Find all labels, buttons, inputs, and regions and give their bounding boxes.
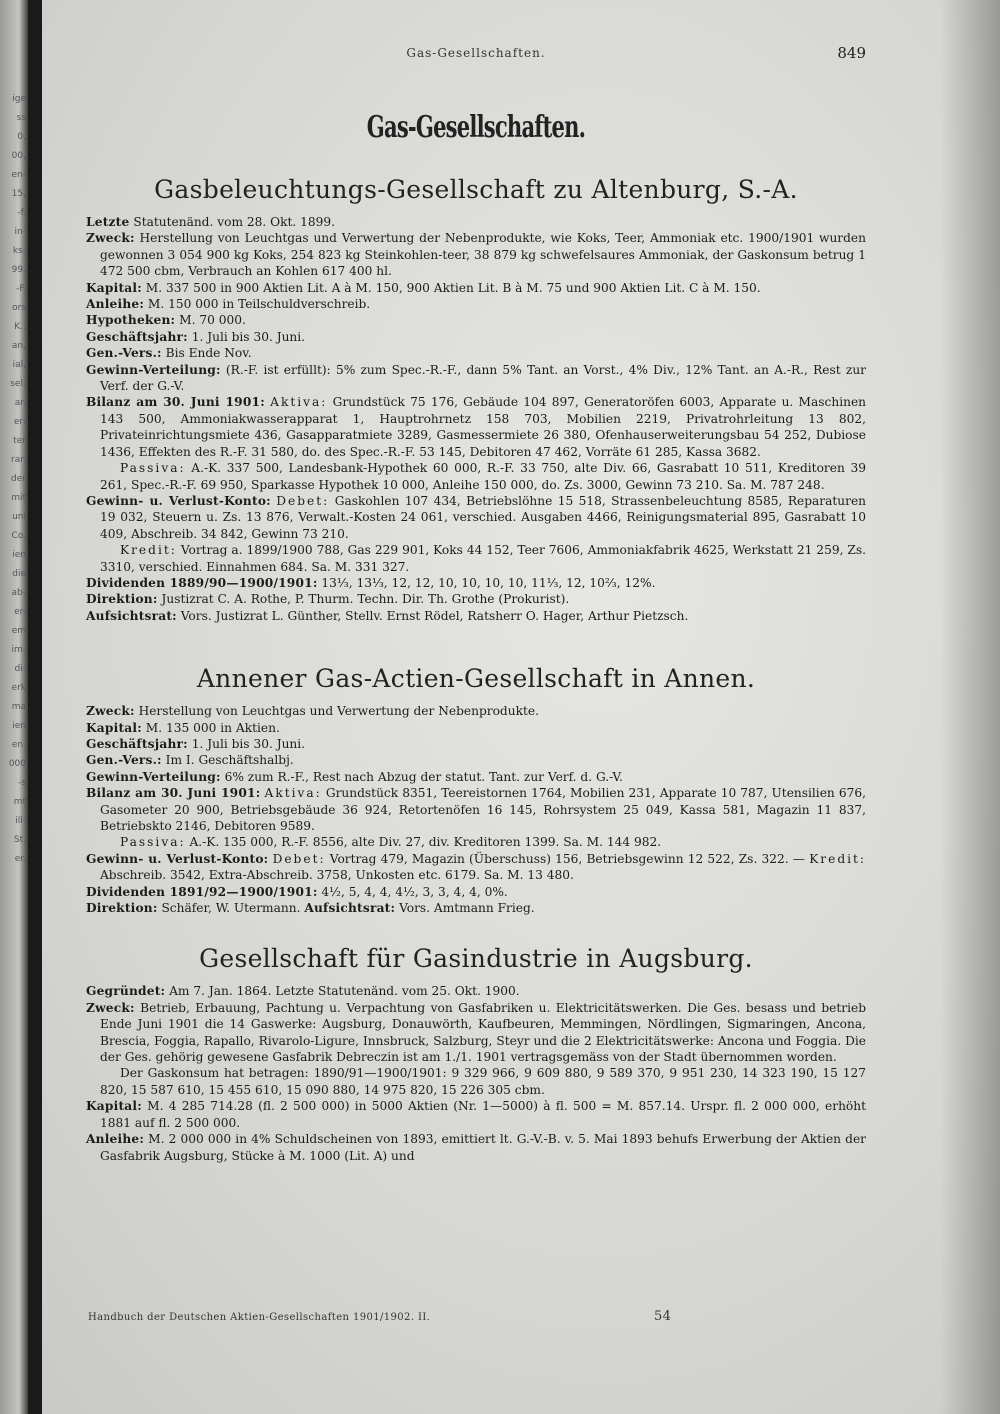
entry-paragraph: [86, 329, 866, 345]
entry-text: Im I. Geschäftshalbj.: [165, 753, 294, 768]
entry-text: Herstellung von Leuchtgas und Verwertung der Nebenprodukte, wie Koks, Teer, Ammoniak etc. 1900/1901 wurden gewonnen 3 054 900 kg Koks, 254 823 kg Steinkohlen-teer, 38 879 kg schwefelsaures Ammoniak, der Gaskonsum betrug 1 472 500 cbm, Verbrauch an Kohlen 617 400 hl.: [100, 231, 866, 279]
margin-fragment: -s: [18, 778, 26, 788]
entry-paragraph: [86, 542, 866, 575]
margin-fragment: die: [12, 569, 26, 579]
entry-paragraph: [86, 214, 866, 230]
footer-source: Handbuch der Deutschen Aktien-Gesellschaften 1901/1902. II.: [88, 1312, 431, 1323]
entry-label: Kapital:: [86, 1099, 142, 1114]
entry-text: 6% zum R.-F., Rest nach Abzug der statut. Tant. zur Verf. d. G.-V.: [224, 769, 623, 784]
entry-label: Kapital:: [86, 280, 142, 295]
margin-fragment: en.: [11, 740, 26, 750]
company-title: Gasbeleuchtungs-Gesellschaft zu Altenburg, S.-A.: [154, 175, 798, 204]
entry-paragraph: [86, 1131, 866, 1164]
margin-fragment: 15,: [11, 189, 26, 199]
entry-label: Aufsichtsrat:: [86, 608, 177, 623]
entry-label: Gegründet:: [86, 984, 166, 999]
margin-fragment: 99,: [11, 265, 26, 275]
entry-paragraph: [86, 591, 866, 607]
entry-label: Direktion:: [86, 901, 158, 916]
entry-paragraph: [86, 983, 866, 999]
entry-label: Dividenden 1889/90—1900/1901:: [86, 575, 318, 590]
entry-paragraph: [86, 1000, 866, 1066]
margin-fragment: ige: [12, 94, 26, 104]
entry-paragraph: [86, 703, 866, 719]
entry-paragraph: [86, 493, 866, 542]
entry-paragraph: [86, 345, 866, 361]
margin-fragment: K.:: [14, 322, 26, 332]
section-gap: [86, 624, 866, 664]
entry-paragraph: [86, 769, 866, 785]
section-gap: [86, 916, 866, 944]
entry-text: Bis Ende Nov.: [165, 346, 252, 361]
section-title: Gas-Gesellschaften.: [366, 110, 586, 145]
running-head: [86, 38, 866, 82]
entry-paragraph: [86, 608, 866, 624]
entry-text: Vors. Justizrat L. Günther, Stellv. Ernst Rödel, Ratsherr O. Hager, Arthur Pietzsch.: [180, 608, 689, 623]
company-title: Gesellschaft für Gasindustrie in Augsburg.: [199, 944, 753, 974]
entry-label: Letzte: [86, 215, 130, 229]
margin-fragment: ors: [12, 303, 26, 313]
book-spine: [28, 0, 42, 1414]
entry-text: A.-K. 337 500, Landesbank-Hypothek 60 000, R.-F. 33 750, alte Div. 66, Gasrabatt 10 511, Kreditoren 39 261, Spec.-R.-F. 69 950, Sparkasse Hypothek 10 000, Anleihe 150 000, do. Zs. 3000, Gewinn 73 210. Sa. M. 787 248.: [100, 461, 866, 492]
entry-paragraph: [86, 900, 866, 916]
margin-fragment: em: [11, 626, 26, 636]
entry-text: Vors. Amtmann Frieg.: [399, 901, 535, 916]
entry-text: M. 2 000 000 in 4% Schuldscheinen von 1893, emittiert lt. G.-V.-B. v. 5. Mai 1893 behufs Erwerbung der Aktien der Gasfabrik Augsburg, Stücke à M. 1000 (Lit. A) und: [100, 1132, 866, 1163]
entry-paragraph: [86, 312, 866, 328]
entry-paragraph: [86, 575, 866, 591]
entry-text: M. 4 285 714.28 (fl. 2 500 000) in 5000 Aktien (Nr. 1—5000) à fl. 500 = M. 857.14. Urspr. fl. 2 000 000, erhöht 1881 auf fl. 2 500 000.: [100, 1099, 866, 1130]
entry-label: Kapital:: [86, 720, 142, 735]
entry-text: Abschreib. 3542, Extra-Abschreib. 3758, Unkosten etc. 6179. Sa. M. 13 480.: [100, 868, 574, 883]
company-entry: [86, 175, 866, 624]
entry-label: Aufsichtsrat:: [304, 901, 396, 916]
entry-label: Bilanz am 30. Juni 1901:: [86, 395, 265, 410]
margin-fragment: der: [11, 474, 26, 484]
page-edge-shadow: [940, 0, 1000, 1414]
margin-fragment: -F.: [16, 284, 26, 294]
entry-text: (R.-F. ist erfüllt): 5% zum Spec.-R.-F., dann 5% Tant. an Vorst., 4% Div., 12% Tant. an A.-R., Rest zur Verf. der G.-V.: [100, 362, 866, 394]
entry-text: M. 337 500 in 900 Aktien Lit. A à M. 150, 900 Aktien Lit. B à M. 75 und 900 Aktien Lit. C à M. 150.: [145, 280, 761, 295]
entry-paragraph: [86, 1098, 866, 1131]
margin-fragment: mt: [13, 797, 26, 807]
spaced-label: Debet:: [276, 493, 330, 508]
entry-text: 4½, 5, 4, 4, 4½, 3, 3, 4, 4, 0%.: [321, 884, 508, 899]
spaced-label: Passiva:: [120, 461, 186, 476]
entry-text: Der Gaskonsum hat betragen: 1890/91—1900/1901: 9 329 966, 9 609 880, 9 589 370, 9 951 230, 14 323 190, 15 127 820, 15 587 610, 15 455 610, 15 090 880, 14 975 820, 15 226 305 cbm.: [100, 1066, 866, 1097]
entry-paragraph: [86, 752, 866, 768]
margin-fragment: ter: [13, 436, 26, 446]
entry-text: M. 135 000 in Aktien.: [145, 720, 280, 735]
entry-text: 13⅓, 13⅓, 12, 12, 10, 10, 10, 10, 11⅓, 12, 10⅔, 12%.: [321, 575, 656, 590]
spaced-label: Kredit:: [809, 851, 867, 866]
margin-fragment: 0,: [17, 132, 26, 142]
margin-fragment: im-: [11, 645, 26, 655]
margin-fragment: 00,: [11, 151, 26, 161]
entry-label: Direktion:: [86, 592, 158, 607]
entry-text: Vortrag a. 1899/1900 788, Gas 229 901, Koks 44 152, Teer 7606, Ammoniakfabrik 4625, Werkstatt 21 259, Zs. 3310, verschied. Einnahmen 684. Sa. M. 331 327.: [100, 543, 866, 574]
entry-paragraph: [86, 362, 866, 395]
entry-label: Geschäftsjahr:: [86, 329, 188, 344]
spaced-label: Aktiva:: [270, 395, 328, 410]
entry-text: Schäfer, W. Utermann.: [161, 901, 301, 916]
margin-fragment: uni: [12, 512, 26, 522]
entry-text: Justizrat C. A. Rothe, P. Thurm. Techn. Dir. Th. Grothe (Prokurist).: [161, 592, 570, 607]
entry-paragraph: [86, 296, 866, 312]
entry-label: Gewinn- u. Verlust-Konto:: [86, 493, 271, 508]
entry-label: Anleihe:: [86, 297, 145, 312]
entry-label: Gewinn-Verteilung:: [86, 362, 221, 377]
margin-fragment: en-: [11, 170, 26, 180]
entry-label: Anleihe:: [86, 1132, 145, 1147]
company-entry: [86, 624, 866, 916]
spaced-label: Kredit:: [120, 543, 177, 558]
margin-fragment: ien: [12, 550, 26, 560]
entry-text: 1. Juli bis 30. Juni.: [191, 736, 306, 751]
entry-text: M. 150 000 in Teilschuldverschreib.: [147, 297, 371, 312]
margin-fragment: mit: [11, 493, 26, 503]
company-entry: [86, 916, 866, 1163]
entry-paragraph: [86, 394, 866, 460]
margin-fragment: ar.: [14, 398, 26, 408]
margin-fragment: er.: [14, 854, 26, 864]
entry-paragraph: [86, 280, 866, 296]
margin-fragment: St.: [13, 835, 26, 845]
margin-fragment: an,: [11, 341, 26, 351]
margin-fragment: Co.: [11, 531, 26, 541]
entry-text: A.-K. 135 000, R.-F. 8556, alte Div. 27, div. Kreditoren 1399. Sa. M. 144 982.: [189, 835, 662, 850]
entry-paragraph: [86, 834, 866, 850]
entry-text: Grundstück 8351, Teereistornen 1764, Mobilien 231, Apparate 10 787, Utensilien 676, Gasometer 20 900, Betriebsgebäude 36 924, Retortenöfen 16 145, Rohrsystem 25 049, Kassa 581, Magazin 11 837, Betriebskto 2146, Debitoren 9589.: [100, 786, 866, 833]
margin-fragment: ial,: [12, 360, 26, 370]
margin-fragment: ien: [12, 721, 26, 731]
entry-paragraph: [86, 1065, 866, 1098]
entry-text: Am 7. Jan. 1864. Letzte Statutenänd. vom 25. Okt. 1900.: [169, 984, 520, 999]
entry-text: M. 70 000.: [179, 313, 246, 328]
margin-fragment: -f.: [17, 208, 26, 218]
entry-label: Geschäftsjahr:: [86, 736, 188, 751]
entry-paragraph: [86, 460, 866, 493]
entry-text: Herstellung von Leuchtgas und Verwertung der Nebenprodukte.: [138, 704, 539, 719]
margin-fragment: ma: [11, 702, 26, 712]
entry-paragraph: [86, 720, 866, 736]
entry-label: Bilanz am 30. Juni 1901:: [86, 786, 261, 801]
entry-paragraph: [86, 785, 866, 834]
margin-fragment: erk: [11, 683, 26, 693]
margin-fragment: rar.: [11, 455, 26, 465]
margin-fragment: sel:: [10, 379, 26, 389]
spaced-label: Passiva:: [120, 835, 186, 850]
page-number: 849: [837, 44, 866, 62]
company-list: [86, 175, 866, 1164]
spaced-label: Aktiva:: [264, 786, 322, 801]
previous-page-bleed: [0, 90, 26, 869]
entry-label: Hypotheken:: [86, 313, 176, 328]
margin-fragment: ss: [16, 113, 26, 123]
entry-text: Statutenänd. vom 28. Okt. 1899.: [133, 215, 336, 229]
margin-fragment: in-: [14, 227, 26, 237]
margin-fragment: 000: [8, 759, 26, 769]
entry-label: Zweck:: [86, 1000, 135, 1015]
margin-fragment: er:: [13, 417, 26, 427]
entry-label: Gen.-Vers.:: [86, 346, 162, 361]
entry-label: Zweck:: [86, 704, 135, 719]
entry-label: Zweck:: [86, 231, 135, 246]
entry-paragraph: [86, 736, 866, 752]
margin-fragment: di-: [14, 664, 26, 674]
entry-text: Betrieb, Erbauung, Pachtung u. Verpachtung von Gasfabriken u. Elektricitätswerken. Die Ges. besass und betrieb Ende Juni 1901 die 14 Gaswerke: Augsburg, Donauwörth, Kaufbeuren, Memmingen, Nördlingen, Sigmaringen, Ancona, Brescia, Foggia, Rapallo, Rivarolo-Ligure, Innsbruck, Salzburg, Steyr und die 2 Elektricitätswerke: Ancona und Foggia. Die der Ges. gehörig gewesene Gasfabrik Debreczin ist am 1./1. 1901 vertragsgemäss von der Stadt übernommen worden.: [100, 1000, 866, 1065]
entry-paragraph: [86, 884, 866, 900]
page-body: [86, 38, 866, 1164]
entry-label: Gewinn-Verteilung:: [86, 769, 221, 784]
entry-text: Gaskohlen 107 434, Betriebslöhne 15 518, Strassenbeleuchtung 8585, Reparaturen 19 032, Steuern u. Zs. 13 876, Verwalt.-Kosten 24 061, verschied. Ausgaben 4466, Reinigungsmaterial 895, Gasrabatt 10 409, Abschreib. 34 842, Gewinn 73 210.: [100, 493, 867, 541]
margin-fragment: ab-: [11, 588, 26, 598]
entry-label: Gen.-Vers.:: [86, 753, 162, 768]
signature-mark: 54: [654, 1309, 672, 1324]
margin-fragment: er-: [14, 607, 26, 617]
entry-text: 1. Juli bis 30. Juni.: [191, 329, 306, 344]
entry-paragraph: [86, 230, 866, 279]
entry-paragraph: [86, 851, 866, 884]
running-title: Gas-Gesellschaften.: [406, 46, 546, 60]
entry-label: Gewinn- u. Verlust-Konto:: [86, 851, 269, 866]
margin-fragment: ill-: [15, 816, 26, 826]
entry-label: Dividenden 1891/92—1900/1901:: [86, 884, 318, 899]
company-title: Annener Gas-Actien-Gesellschaft in Annen.: [196, 664, 756, 694]
entry-text: Grundstück 75 176, Gebäude 104 897, Generatoröfen 6003, Apparate u. Maschinen 143 500, Ammoniakwasserapparat 1, Hauptrohrnetz 158 703, Mobilien 2219, Privatrohrleitung 13 802, Privateinrichtungsmiete 436, Gasapparatmiete 3289, Gasmessermiete 26 380, Ofenhauserweiterungsbau 54 252, Dubiose 1436, Effekten des R.-F. 31 580, do. des Spec.-R.-F. 53 145, Debitoren 47 462, Vorräte 61 285, Kassa 3682.: [100, 395, 867, 459]
spaced-label: Debet:: [272, 851, 326, 866]
entry-text: Vortrag 479, Magazin (Überschuss) 156, Betriebsgewinn 12 522, Zs. 322. —: [329, 851, 805, 866]
margin-fragment: ks-: [12, 246, 26, 256]
